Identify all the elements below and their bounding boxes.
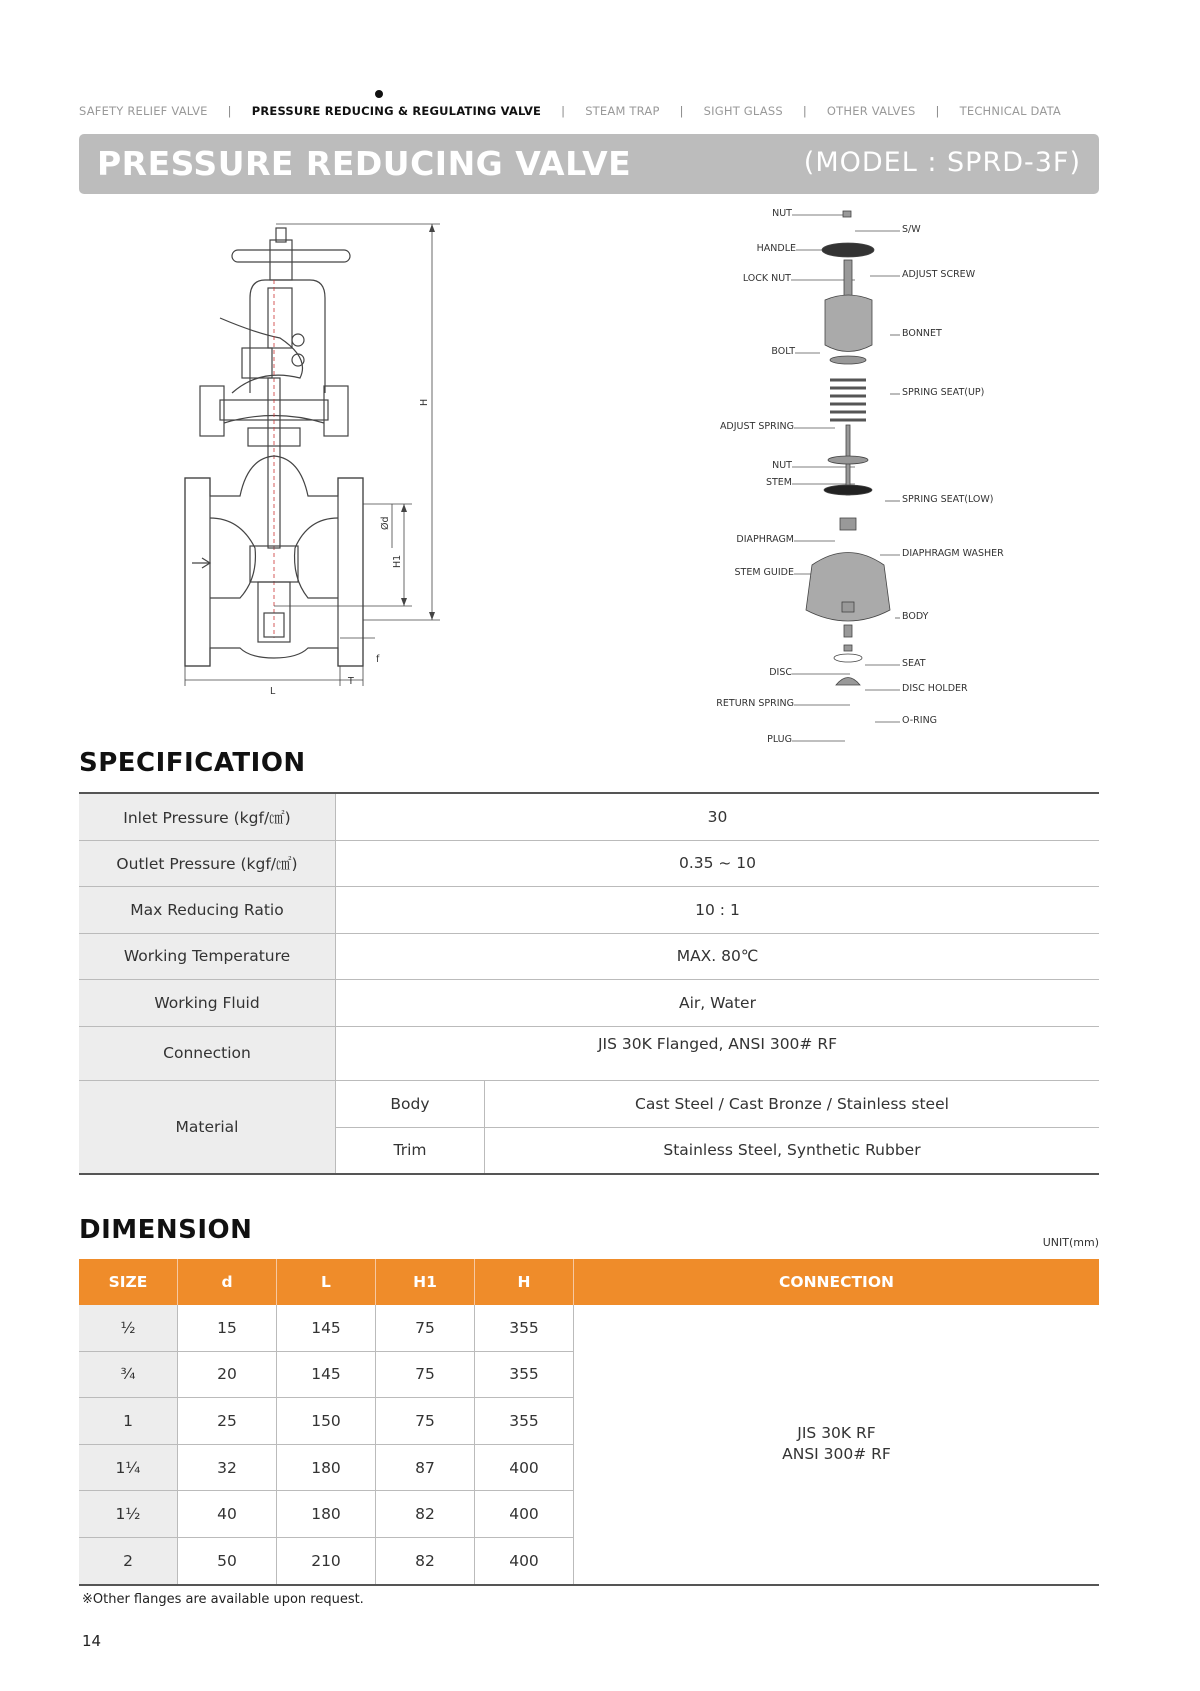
table-row — [79, 980, 1099, 1027]
page-number: 14 — [82, 1632, 102, 1650]
spec-value: Air, Water — [336, 980, 1100, 1027]
spec-label: Working Fluid — [79, 980, 336, 1027]
part-label-sw: S/W — [902, 224, 921, 235]
nav-item-technical-data[interactable]: TECHNICAL DATA — [959, 104, 1061, 118]
part-label-plug: PLUG — [767, 734, 792, 745]
table-row — [79, 793, 1099, 840]
part-label-spring-seat-up: SPRING SEAT(UP) — [902, 387, 985, 398]
nav-item-steam-trap[interactable]: STEAM TRAP — [585, 104, 660, 118]
nav-separator: | — [802, 104, 807, 118]
dim-label-t: T — [348, 676, 354, 687]
exploded-labels — [700, 200, 1030, 755]
cell-d: 25 — [178, 1398, 277, 1445]
spec-label-material: Material — [79, 1081, 336, 1175]
cell-d: 40 — [178, 1491, 277, 1538]
spec-label: Connection — [79, 1026, 336, 1081]
cell-h1: 75 — [376, 1398, 475, 1445]
part-label-lock-nut: LOCK NUT — [742, 273, 791, 284]
spec-value: JIS 30K Flanged, ANSI 300# RF — [336, 1026, 1100, 1081]
cell-h1: 75 — [376, 1351, 475, 1398]
part-label-o-ring: O-RING — [902, 715, 938, 726]
spec-value: MAX. 80℃ — [336, 933, 1100, 980]
nav-separator: | — [227, 104, 232, 118]
cell-d: 20 — [178, 1351, 277, 1398]
cell-l: 180 — [277, 1444, 376, 1491]
cell-h: 400 — [475, 1444, 574, 1491]
part-label-stem-guide: STEM GUIDE — [734, 567, 794, 578]
cell-h1: 82 — [376, 1491, 475, 1538]
cell-h: 400 — [475, 1491, 574, 1538]
part-label-disc-holder: DISC HOLDER — [902, 683, 968, 694]
cell-size: 1½ — [79, 1491, 178, 1538]
nav-separator: | — [561, 104, 566, 118]
dim-label-d: Ød — [380, 516, 391, 530]
cell-l: 145 — [277, 1305, 376, 1351]
cell-connection — [574, 1305, 1100, 1585]
dimension-table — [79, 1259, 1099, 1586]
cell-h1: 75 — [376, 1305, 475, 1351]
cell-size: 1¼ — [79, 1444, 178, 1491]
part-label-bolt: BOLT — [771, 346, 795, 357]
spec-value: 30 — [336, 793, 1100, 840]
page-title: PRESSURE REDUCING VALVE — [97, 144, 632, 183]
model-label: (MODEL : SPRD-3F) — [803, 147, 1081, 178]
part-label-stem: STEM — [765, 477, 792, 488]
part-label-diaphragm: DIAPHRAGM — [736, 534, 794, 545]
part-label-spring-seat-low: SPRING SEAT(LOW) — [902, 494, 994, 505]
cell-d: 50 — [178, 1537, 277, 1584]
table-row — [79, 840, 1099, 887]
footnote: ※Other flanges are available upon request. — [82, 1592, 364, 1607]
part-label-seat: SEAT — [902, 658, 926, 669]
part-label-return-spring: RETURN SPRING — [716, 698, 794, 709]
valve-section-drawing — [180, 218, 510, 708]
part-label-nut-2: NUT — [772, 460, 792, 471]
cell-h: 355 — [475, 1305, 574, 1351]
table-header-row — [79, 1259, 1099, 1305]
dim-label-h: H — [419, 398, 430, 406]
nav-item-pressure-reducing-active[interactable] — [252, 104, 541, 118]
cell-size: 2 — [79, 1537, 178, 1584]
part-label-nut: NUT — [772, 208, 792, 219]
spec-value: 0.35 ~ 10 — [336, 840, 1100, 887]
dim-label-l: L — [270, 686, 276, 697]
part-label-handle: HANDLE — [756, 243, 796, 254]
column-header-connection: CONNECTION — [574, 1259, 1100, 1305]
column-header-l: L — [277, 1259, 376, 1305]
cell-h: 355 — [475, 1398, 574, 1445]
spec-label: Max Reducing Ratio — [79, 887, 336, 934]
connection-line-1: JIS 30K RF — [797, 1424, 876, 1443]
nav-separator: | — [679, 104, 684, 118]
table-row — [79, 887, 1099, 934]
cell-h1: 87 — [376, 1444, 475, 1491]
column-header-h1: H1 — [376, 1259, 475, 1305]
spec-sublabel-body: Body — [336, 1081, 485, 1128]
part-label-bonnet: BONNET — [902, 328, 942, 339]
part-label-diaphragm-washer: DIAPHRAGM WASHER — [902, 548, 1004, 559]
cell-h1: 82 — [376, 1537, 475, 1584]
spec-value-trim: Stainless Steel, Synthetic Rubber — [485, 1127, 1100, 1174]
cell-d: 15 — [178, 1305, 277, 1351]
cell-l: 150 — [277, 1398, 376, 1445]
connection-line-2: ANSI 300# RF — [782, 1445, 891, 1464]
part-label-adjust-spring: ADJUST SPRING — [719, 421, 794, 432]
spec-label: Working Temperature — [79, 933, 336, 980]
cell-d: 32 — [178, 1444, 277, 1491]
nav-separator: | — [935, 104, 940, 118]
table-row — [79, 933, 1099, 980]
part-label-disc: DISC — [769, 667, 792, 678]
specification-heading: SPECIFICATION — [79, 748, 306, 778]
table-row — [79, 1081, 1099, 1128]
dimension-heading: DIMENSION — [79, 1215, 253, 1245]
unit-label: UNIT(mm) — [1042, 1236, 1099, 1249]
cell-l: 145 — [277, 1351, 376, 1398]
dim-label-h1: H1 — [392, 554, 403, 568]
nav-item-label: PRESSURE REDUCING & REGULATING VALVE — [251, 104, 542, 118]
table-row — [79, 1305, 1099, 1351]
nav-item-other-valves[interactable]: OTHER VALVES — [826, 104, 916, 118]
column-header-d: d — [178, 1259, 277, 1305]
cell-h: 400 — [475, 1537, 574, 1584]
spec-sublabel-trim: Trim — [336, 1127, 485, 1174]
spec-label: Outlet Pressure (kgf/㎠) — [79, 840, 336, 887]
specification-table — [79, 792, 1099, 1175]
cell-h: 355 — [475, 1351, 574, 1398]
cell-l: 210 — [277, 1537, 376, 1584]
table-row — [79, 1026, 1099, 1081]
cell-l: 180 — [277, 1491, 376, 1538]
title-bar — [79, 134, 1099, 194]
top-navigation — [79, 104, 1061, 118]
column-header-h: H — [475, 1259, 574, 1305]
spec-value: 10 : 1 — [336, 887, 1100, 934]
active-indicator-dot — [375, 90, 383, 98]
nav-item-safety-relief-valve[interactable]: SAFETY RELIEF VALVE — [79, 104, 208, 118]
cell-size: ¾ — [79, 1351, 178, 1398]
part-label-adjust-screw: ADJUST SCREW — [902, 269, 976, 280]
part-label-body: BODY — [902, 611, 929, 622]
column-header-size: SIZE — [79, 1259, 178, 1305]
dim-label-f: f — [376, 654, 380, 665]
cell-size: ½ — [79, 1305, 178, 1351]
spec-label: Inlet Pressure (kgf/㎠) — [79, 793, 336, 840]
cell-size: 1 — [79, 1398, 178, 1445]
spec-value-body: Cast Steel / Cast Bronze / Stainless steel — [485, 1081, 1100, 1128]
nav-item-sight-glass[interactable]: SIGHT GLASS — [703, 104, 783, 118]
